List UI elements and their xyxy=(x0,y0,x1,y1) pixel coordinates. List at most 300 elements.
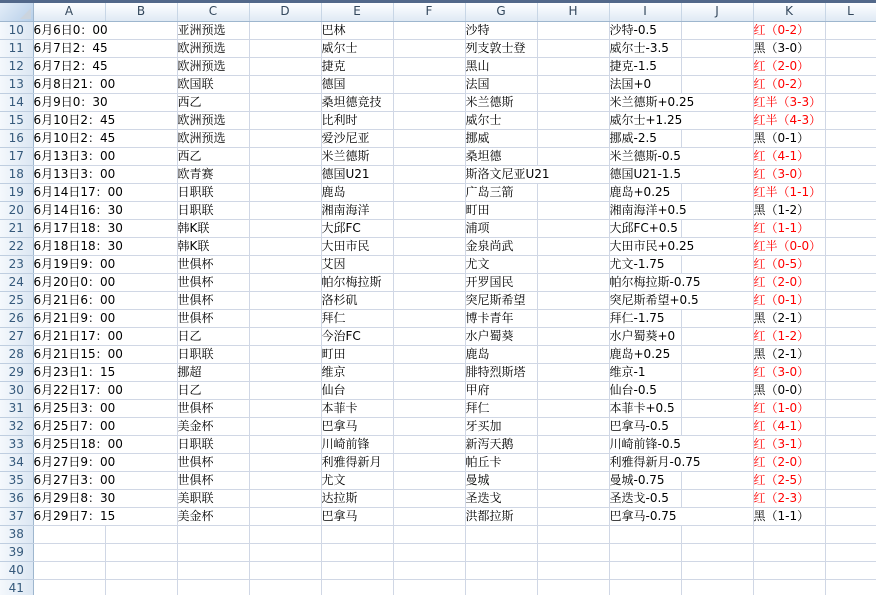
cell-away-team[interactable]: 尤文 xyxy=(465,255,537,273)
cell-empty[interactable] xyxy=(825,507,876,525)
cell-empty[interactable] xyxy=(33,561,105,579)
cell-empty[interactable] xyxy=(249,525,321,543)
cell-empty[interactable] xyxy=(249,453,321,471)
cell-empty[interactable] xyxy=(537,57,609,75)
cell-home-team[interactable]: 今治FC xyxy=(321,327,393,345)
cell-empty[interactable] xyxy=(393,543,465,561)
cell-away-team[interactable]: 水户蜀葵 xyxy=(465,327,537,345)
cell-empty[interactable] xyxy=(33,579,105,595)
cell-result[interactable]: 红（2-3） xyxy=(753,489,825,507)
cell-league[interactable]: 欧洲预选 xyxy=(177,39,249,57)
cell-empty[interactable] xyxy=(393,93,465,111)
cell-handicap[interactable]: 维京-1 xyxy=(609,363,681,381)
cell-empty[interactable] xyxy=(681,525,753,543)
cell-handicap[interactable]: 威尔士-3.5 xyxy=(609,39,681,57)
cell-empty[interactable] xyxy=(681,363,753,381)
cell-league[interactable]: 日职联 xyxy=(177,435,249,453)
cell-home-team[interactable]: 捷克 xyxy=(321,57,393,75)
cell-handicap[interactable]: 巴拿马-0.5 xyxy=(609,417,681,435)
cell-home-team[interactable]: 利雅得新月 xyxy=(321,453,393,471)
cell-empty[interactable] xyxy=(249,147,321,165)
cell-empty[interactable] xyxy=(249,57,321,75)
row-header-24[interactable]: 24 xyxy=(0,273,33,291)
cell-home-team[interactable]: 爱沙尼亚 xyxy=(321,129,393,147)
cell-empty[interactable] xyxy=(393,129,465,147)
cell-empty[interactable] xyxy=(393,327,465,345)
column-header-H[interactable]: H xyxy=(537,3,609,21)
cell-empty[interactable] xyxy=(537,381,609,399)
cell-empty[interactable] xyxy=(249,561,321,579)
cell-league[interactable]: 世俱杯 xyxy=(177,255,249,273)
cell-date[interactable]: 6月29日7：15 xyxy=(33,507,177,525)
cell-date[interactable]: 6月21日6：00 xyxy=(33,291,177,309)
cell-result[interactable]: 黑（1-1） xyxy=(753,507,825,525)
cell-empty[interactable] xyxy=(681,345,753,363)
cell-empty[interactable] xyxy=(465,561,537,579)
row-header-11[interactable]: 11 xyxy=(0,39,33,57)
cell-handicap[interactable]: 挪威-2.5 xyxy=(609,129,681,147)
row-header-20[interactable]: 20 xyxy=(0,201,33,219)
cell-empty[interactable] xyxy=(537,111,609,129)
cell-league[interactable]: 欧洲预选 xyxy=(177,111,249,129)
cell-date[interactable]: 6月8日21：00 xyxy=(33,75,177,93)
cell-empty[interactable] xyxy=(393,291,465,309)
cell-empty[interactable] xyxy=(825,93,876,111)
row-header-37[interactable]: 37 xyxy=(0,507,33,525)
cell-empty[interactable] xyxy=(393,525,465,543)
cell-home-team[interactable]: 维京 xyxy=(321,363,393,381)
column-header-G[interactable]: G xyxy=(465,3,537,21)
cell-empty[interactable] xyxy=(177,579,249,595)
cell-handicap[interactable]: 米兰德斯+0.25 xyxy=(609,93,753,111)
cell-empty[interactable] xyxy=(465,525,537,543)
cell-home-team[interactable]: 鹿岛 xyxy=(321,183,393,201)
cell-result[interactable]: 黑（2-1） xyxy=(753,345,825,363)
cell-home-team[interactable]: 艾因 xyxy=(321,255,393,273)
cell-home-team[interactable]: 巴林 xyxy=(321,21,393,39)
cell-empty[interactable] xyxy=(249,183,321,201)
cell-empty[interactable] xyxy=(249,579,321,595)
column-header-A[interactable]: A xyxy=(33,3,105,21)
cell-empty[interactable] xyxy=(393,561,465,579)
cell-date[interactable]: 6月14日17：00 xyxy=(33,183,177,201)
cell-empty[interactable] xyxy=(249,165,321,183)
cell-empty[interactable] xyxy=(537,453,609,471)
cell-date[interactable]: 6月13日3：00 xyxy=(33,147,177,165)
cell-away-team[interactable]: 浦项 xyxy=(465,219,537,237)
cell-result[interactable]: 红（2-0） xyxy=(753,273,825,291)
cell-home-team[interactable]: 帕尔梅拉斯 xyxy=(321,273,393,291)
cell-handicap[interactable]: 威尔士+1.25 xyxy=(609,111,753,129)
cell-empty[interactable] xyxy=(393,507,465,525)
cell-handicap[interactable]: 水户蜀葵+0 xyxy=(609,327,681,345)
cell-empty[interactable] xyxy=(537,435,609,453)
cell-empty[interactable] xyxy=(753,561,825,579)
cell-league[interactable]: 日职联 xyxy=(177,183,249,201)
cell-empty[interactable] xyxy=(825,453,876,471)
cell-handicap[interactable]: 法国+0 xyxy=(609,75,681,93)
cell-empty[interactable] xyxy=(393,399,465,417)
row-header-38[interactable]: 38 xyxy=(0,525,33,543)
cell-empty[interactable] xyxy=(537,525,609,543)
cell-away-team[interactable]: 鹿岛 xyxy=(465,345,537,363)
cell-empty[interactable] xyxy=(825,561,876,579)
row-header-23[interactable]: 23 xyxy=(0,255,33,273)
cell-home-team[interactable]: 德国 xyxy=(321,75,393,93)
cell-empty[interactable] xyxy=(681,417,753,435)
cell-home-team[interactable]: 湘南海洋 xyxy=(321,201,393,219)
row-header-18[interactable]: 18 xyxy=(0,165,33,183)
cell-empty[interactable] xyxy=(537,39,609,57)
cell-empty[interactable] xyxy=(249,507,321,525)
cell-away-team[interactable]: 法国 xyxy=(465,75,537,93)
cell-home-team[interactable]: 町田 xyxy=(321,345,393,363)
cell-result[interactable]: 红半（3-3） xyxy=(753,93,825,111)
cell-away-team[interactable]: 曼城 xyxy=(465,471,537,489)
cell-empty[interactable] xyxy=(393,147,465,165)
row-header-14[interactable]: 14 xyxy=(0,93,33,111)
cell-empty[interactable] xyxy=(393,417,465,435)
cell-empty[interactable] xyxy=(537,543,609,561)
cell-date[interactable]: 6月23日1：15 xyxy=(33,363,177,381)
cell-empty[interactable] xyxy=(537,327,609,345)
cell-empty[interactable] xyxy=(537,237,609,255)
cell-empty[interactable] xyxy=(393,273,465,291)
cell-league[interactable]: 日乙 xyxy=(177,381,249,399)
cell-empty[interactable] xyxy=(825,237,876,255)
cell-empty[interactable] xyxy=(825,525,876,543)
cell-empty[interactable] xyxy=(825,345,876,363)
cell-handicap[interactable]: 尤文-1.75 xyxy=(609,255,681,273)
cell-empty[interactable] xyxy=(393,345,465,363)
cell-empty[interactable] xyxy=(537,273,609,291)
cell-date[interactable]: 6月25日3：00 xyxy=(33,399,177,417)
cell-empty[interactable] xyxy=(681,219,753,237)
cell-home-team[interactable]: 威尔士 xyxy=(321,39,393,57)
cell-home-team[interactable]: 桑坦德竞技 xyxy=(321,93,393,111)
cell-empty[interactable] xyxy=(825,129,876,147)
cell-empty[interactable] xyxy=(393,201,465,219)
cell-result[interactable]: 黑（1-2） xyxy=(753,201,825,219)
cell-league[interactable]: 韩K联 xyxy=(177,237,249,255)
cell-date[interactable]: 6月18日18：30 xyxy=(33,237,177,255)
cell-date[interactable]: 6月14日16：30 xyxy=(33,201,177,219)
row-header-25[interactable]: 25 xyxy=(0,291,33,309)
row-header-31[interactable]: 31 xyxy=(0,399,33,417)
cell-handicap[interactable]: 米兰德斯-0.5 xyxy=(609,147,753,165)
cell-empty[interactable] xyxy=(825,309,876,327)
cell-empty[interactable] xyxy=(249,363,321,381)
cell-empty[interactable] xyxy=(321,561,393,579)
cell-handicap[interactable]: 大田市民+0.25 xyxy=(609,237,753,255)
select-all-corner[interactable] xyxy=(0,3,33,21)
cell-empty[interactable] xyxy=(681,327,753,345)
cell-league[interactable]: 欧青赛 xyxy=(177,165,249,183)
cell-away-team[interactable]: 帕丘卡 xyxy=(465,453,537,471)
cell-handicap[interactable]: 巴拿马-0.75 xyxy=(609,507,753,525)
cell-league[interactable]: 世俱杯 xyxy=(177,273,249,291)
row-header-19[interactable]: 19 xyxy=(0,183,33,201)
cell-league[interactable]: 西乙 xyxy=(177,93,249,111)
cell-away-team[interactable]: 列支敦士登 xyxy=(465,39,537,57)
cell-empty[interactable] xyxy=(825,399,876,417)
cell-handicap[interactable]: 湘南海洋+0.5 xyxy=(609,201,753,219)
cell-empty[interactable] xyxy=(249,345,321,363)
cell-empty[interactable] xyxy=(393,75,465,93)
row-header-35[interactable]: 35 xyxy=(0,471,33,489)
cell-empty[interactable] xyxy=(537,219,609,237)
cell-empty[interactable] xyxy=(393,21,465,39)
cell-empty[interactable] xyxy=(105,525,177,543)
row-header-33[interactable]: 33 xyxy=(0,435,33,453)
cell-away-team[interactable]: 新泻天鹅 xyxy=(465,435,537,453)
cell-date[interactable]: 6月19日9：00 xyxy=(33,255,177,273)
cell-empty[interactable] xyxy=(681,489,753,507)
cell-handicap[interactable]: 川崎前锋-0.5 xyxy=(609,435,753,453)
cell-result[interactable]: 红（1-2） xyxy=(753,327,825,345)
cell-empty[interactable] xyxy=(609,543,681,561)
column-header-D[interactable]: D xyxy=(249,3,321,21)
cell-date[interactable]: 6月10日2：45 xyxy=(33,111,177,129)
cell-empty[interactable] xyxy=(681,579,753,595)
cell-empty[interactable] xyxy=(825,543,876,561)
cell-home-team[interactable]: 川崎前锋 xyxy=(321,435,393,453)
cell-home-team[interactable]: 洛杉矶 xyxy=(321,291,393,309)
row-header-30[interactable]: 30 xyxy=(0,381,33,399)
cell-date[interactable]: 6月21日15：00 xyxy=(33,345,177,363)
cell-result[interactable]: 红（0-1） xyxy=(753,291,825,309)
cell-date[interactable]: 6月20日0：00 xyxy=(33,273,177,291)
cell-empty[interactable] xyxy=(825,327,876,345)
cell-empty[interactable] xyxy=(537,183,609,201)
cell-home-team[interactable]: 大田市民 xyxy=(321,237,393,255)
cell-empty[interactable] xyxy=(249,219,321,237)
cell-empty[interactable] xyxy=(537,579,609,595)
cell-empty[interactable] xyxy=(393,57,465,75)
cell-empty[interactable] xyxy=(681,255,753,273)
cell-empty[interactable] xyxy=(753,525,825,543)
cell-empty[interactable] xyxy=(825,39,876,57)
cell-empty[interactable] xyxy=(537,417,609,435)
row-header-36[interactable]: 36 xyxy=(0,489,33,507)
cell-empty[interactable] xyxy=(537,471,609,489)
row-header-29[interactable]: 29 xyxy=(0,363,33,381)
cell-handicap[interactable]: 拜仁-1.75 xyxy=(609,309,681,327)
cell-empty[interactable] xyxy=(105,579,177,595)
cell-empty[interactable] xyxy=(609,579,681,595)
cell-result[interactable]: 红（3-0） xyxy=(753,363,825,381)
cell-empty[interactable] xyxy=(249,543,321,561)
cell-empty[interactable] xyxy=(681,183,753,201)
column-header-B[interactable]: B xyxy=(105,3,177,21)
cell-empty[interactable] xyxy=(105,561,177,579)
cell-empty[interactable] xyxy=(393,579,465,595)
row-header-10[interactable]: 10 xyxy=(0,21,33,39)
column-header-J[interactable]: J xyxy=(681,3,753,21)
cell-handicap[interactable]: 圣迭戈-0.5 xyxy=(609,489,681,507)
cell-result[interactable]: 红（3-0） xyxy=(753,165,825,183)
cell-away-team[interactable]: 博卡青年 xyxy=(465,309,537,327)
cell-empty[interactable] xyxy=(825,219,876,237)
cell-handicap[interactable]: 鹿岛+0.25 xyxy=(609,183,681,201)
cell-result[interactable]: 红（2-0） xyxy=(753,57,825,75)
cell-away-team[interactable]: 黑山 xyxy=(465,57,537,75)
cell-empty[interactable] xyxy=(681,561,753,579)
cell-empty[interactable] xyxy=(393,471,465,489)
cell-empty[interactable] xyxy=(681,75,753,93)
cell-league[interactable]: 日职联 xyxy=(177,201,249,219)
cell-result[interactable]: 红半（4-3） xyxy=(753,111,825,129)
row-header-41[interactable]: 41 xyxy=(0,579,33,595)
cell-home-team[interactable]: 米兰德斯 xyxy=(321,147,393,165)
cell-date[interactable]: 6月7日2：45 xyxy=(33,39,177,57)
column-header-L[interactable]: L xyxy=(825,3,876,21)
cell-empty[interactable] xyxy=(393,489,465,507)
row-header-16[interactable]: 16 xyxy=(0,129,33,147)
cell-empty[interactable] xyxy=(177,561,249,579)
row-header-27[interactable]: 27 xyxy=(0,327,33,345)
cell-date[interactable]: 6月9日0：30 xyxy=(33,93,177,111)
cell-league[interactable]: 世俱杯 xyxy=(177,471,249,489)
cell-empty[interactable] xyxy=(681,399,753,417)
cell-empty[interactable] xyxy=(249,435,321,453)
cell-empty[interactable] xyxy=(537,309,609,327)
cell-empty[interactable] xyxy=(33,525,105,543)
cell-empty[interactable] xyxy=(393,237,465,255)
cell-result[interactable]: 红（1-0） xyxy=(753,399,825,417)
cell-away-team[interactable]: 广岛三箭 xyxy=(465,183,537,201)
cell-home-team[interactable]: 大邱FC xyxy=(321,219,393,237)
cell-empty[interactable] xyxy=(249,39,321,57)
cell-empty[interactable] xyxy=(825,471,876,489)
cell-empty[interactable] xyxy=(249,489,321,507)
cell-empty[interactable] xyxy=(177,525,249,543)
cell-result[interactable]: 黑（0-1） xyxy=(753,129,825,147)
cell-handicap[interactable]: 大邱FC+0.5 xyxy=(609,219,681,237)
cell-empty[interactable] xyxy=(393,165,465,183)
cell-away-team[interactable]: 挪威 xyxy=(465,129,537,147)
cell-league[interactable]: 世俱杯 xyxy=(177,309,249,327)
cell-league[interactable]: 挪超 xyxy=(177,363,249,381)
cell-empty[interactable] xyxy=(393,219,465,237)
cell-empty[interactable] xyxy=(825,417,876,435)
cell-empty[interactable] xyxy=(249,417,321,435)
cell-league[interactable]: 美职联 xyxy=(177,489,249,507)
cell-home-team[interactable]: 巴拿马 xyxy=(321,507,393,525)
cell-empty[interactable] xyxy=(537,93,609,111)
cell-league[interactable]: 世俱杯 xyxy=(177,291,249,309)
cell-empty[interactable] xyxy=(681,381,753,399)
cell-result[interactable]: 黑（3-0） xyxy=(753,39,825,57)
cell-home-team[interactable]: 拜仁 xyxy=(321,309,393,327)
cell-result[interactable]: 红（0-5） xyxy=(753,255,825,273)
cell-empty[interactable] xyxy=(681,309,753,327)
cell-away-team[interactable]: 威尔士 xyxy=(465,111,537,129)
cell-empty[interactable] xyxy=(249,75,321,93)
row-header-28[interactable]: 28 xyxy=(0,345,33,363)
cell-handicap[interactable]: 本菲卡+0.5 xyxy=(609,399,681,417)
cell-empty[interactable] xyxy=(825,111,876,129)
cell-empty[interactable] xyxy=(825,291,876,309)
cell-empty[interactable] xyxy=(465,579,537,595)
cell-empty[interactable] xyxy=(825,57,876,75)
row-header-13[interactable]: 13 xyxy=(0,75,33,93)
cell-league[interactable]: 美金杯 xyxy=(177,417,249,435)
row-header-22[interactable]: 22 xyxy=(0,237,33,255)
cell-empty[interactable] xyxy=(249,201,321,219)
cell-league[interactable]: 欧洲预选 xyxy=(177,57,249,75)
cell-empty[interactable] xyxy=(537,129,609,147)
cell-empty[interactable] xyxy=(249,21,321,39)
cell-empty[interactable] xyxy=(393,453,465,471)
cell-empty[interactable] xyxy=(393,183,465,201)
cell-empty[interactable] xyxy=(393,309,465,327)
cell-handicap[interactable]: 曼城-0.75 xyxy=(609,471,681,489)
cell-empty[interactable] xyxy=(249,327,321,345)
cell-handicap[interactable]: 捷克-1.5 xyxy=(609,57,681,75)
cell-empty[interactable] xyxy=(537,399,609,417)
cell-result[interactable]: 红（4-1） xyxy=(753,147,825,165)
column-header-K[interactable]: K xyxy=(753,3,825,21)
cell-empty[interactable] xyxy=(249,291,321,309)
cell-empty[interactable] xyxy=(537,363,609,381)
cell-empty[interactable] xyxy=(753,543,825,561)
cell-away-team[interactable]: 沙特 xyxy=(465,21,537,39)
cell-empty[interactable] xyxy=(249,111,321,129)
cell-league[interactable]: 世俱杯 xyxy=(177,453,249,471)
cell-away-team[interactable]: 桑坦德 xyxy=(465,147,537,165)
cell-empty[interactable] xyxy=(825,201,876,219)
cell-empty[interactable] xyxy=(825,579,876,595)
cell-empty[interactable] xyxy=(537,561,609,579)
cell-away-team[interactable]: 腓特烈斯塔 xyxy=(465,363,537,381)
cell-league[interactable]: 欧国联 xyxy=(177,75,249,93)
cell-result[interactable]: 红（2-0） xyxy=(753,453,825,471)
cell-date[interactable]: 6月21日9：00 xyxy=(33,309,177,327)
cell-empty[interactable] xyxy=(393,39,465,57)
cell-empty[interactable] xyxy=(33,543,105,561)
cell-league[interactable]: 美金杯 xyxy=(177,507,249,525)
cell-empty[interactable] xyxy=(249,255,321,273)
cell-empty[interactable] xyxy=(753,579,825,595)
cell-empty[interactable] xyxy=(537,507,609,525)
cell-away-team[interactable]: 町田 xyxy=(465,201,537,219)
cell-empty[interactable] xyxy=(681,543,753,561)
cell-date[interactable]: 6月25日18：00 xyxy=(33,435,177,453)
cell-empty[interactable] xyxy=(681,57,753,75)
cell-result[interactable]: 红（4-1） xyxy=(753,417,825,435)
cell-empty[interactable] xyxy=(249,129,321,147)
cell-result[interactable]: 红（0-2） xyxy=(753,21,825,39)
cell-empty[interactable] xyxy=(321,543,393,561)
column-header-F[interactable]: F xyxy=(393,3,465,21)
cell-away-team[interactable]: 突尼斯希望 xyxy=(465,291,537,309)
cell-empty[interactable] xyxy=(393,111,465,129)
cell-empty[interactable] xyxy=(537,201,609,219)
cell-empty[interactable] xyxy=(681,21,753,39)
cell-date[interactable]: 6月29日8：30 xyxy=(33,489,177,507)
cell-empty[interactable] xyxy=(105,543,177,561)
cell-home-team[interactable]: 本菲卡 xyxy=(321,399,393,417)
cell-home-team[interactable]: 巴拿马 xyxy=(321,417,393,435)
cell-away-team[interactable]: 拜仁 xyxy=(465,399,537,417)
cell-empty[interactable] xyxy=(537,21,609,39)
cell-empty[interactable] xyxy=(465,543,537,561)
cell-date[interactable]: 6月7日2：45 xyxy=(33,57,177,75)
cell-result[interactable]: 红（2-5） xyxy=(753,471,825,489)
cell-date[interactable]: 6月22日17：00 xyxy=(33,381,177,399)
cell-date[interactable]: 6月25日7：00 xyxy=(33,417,177,435)
